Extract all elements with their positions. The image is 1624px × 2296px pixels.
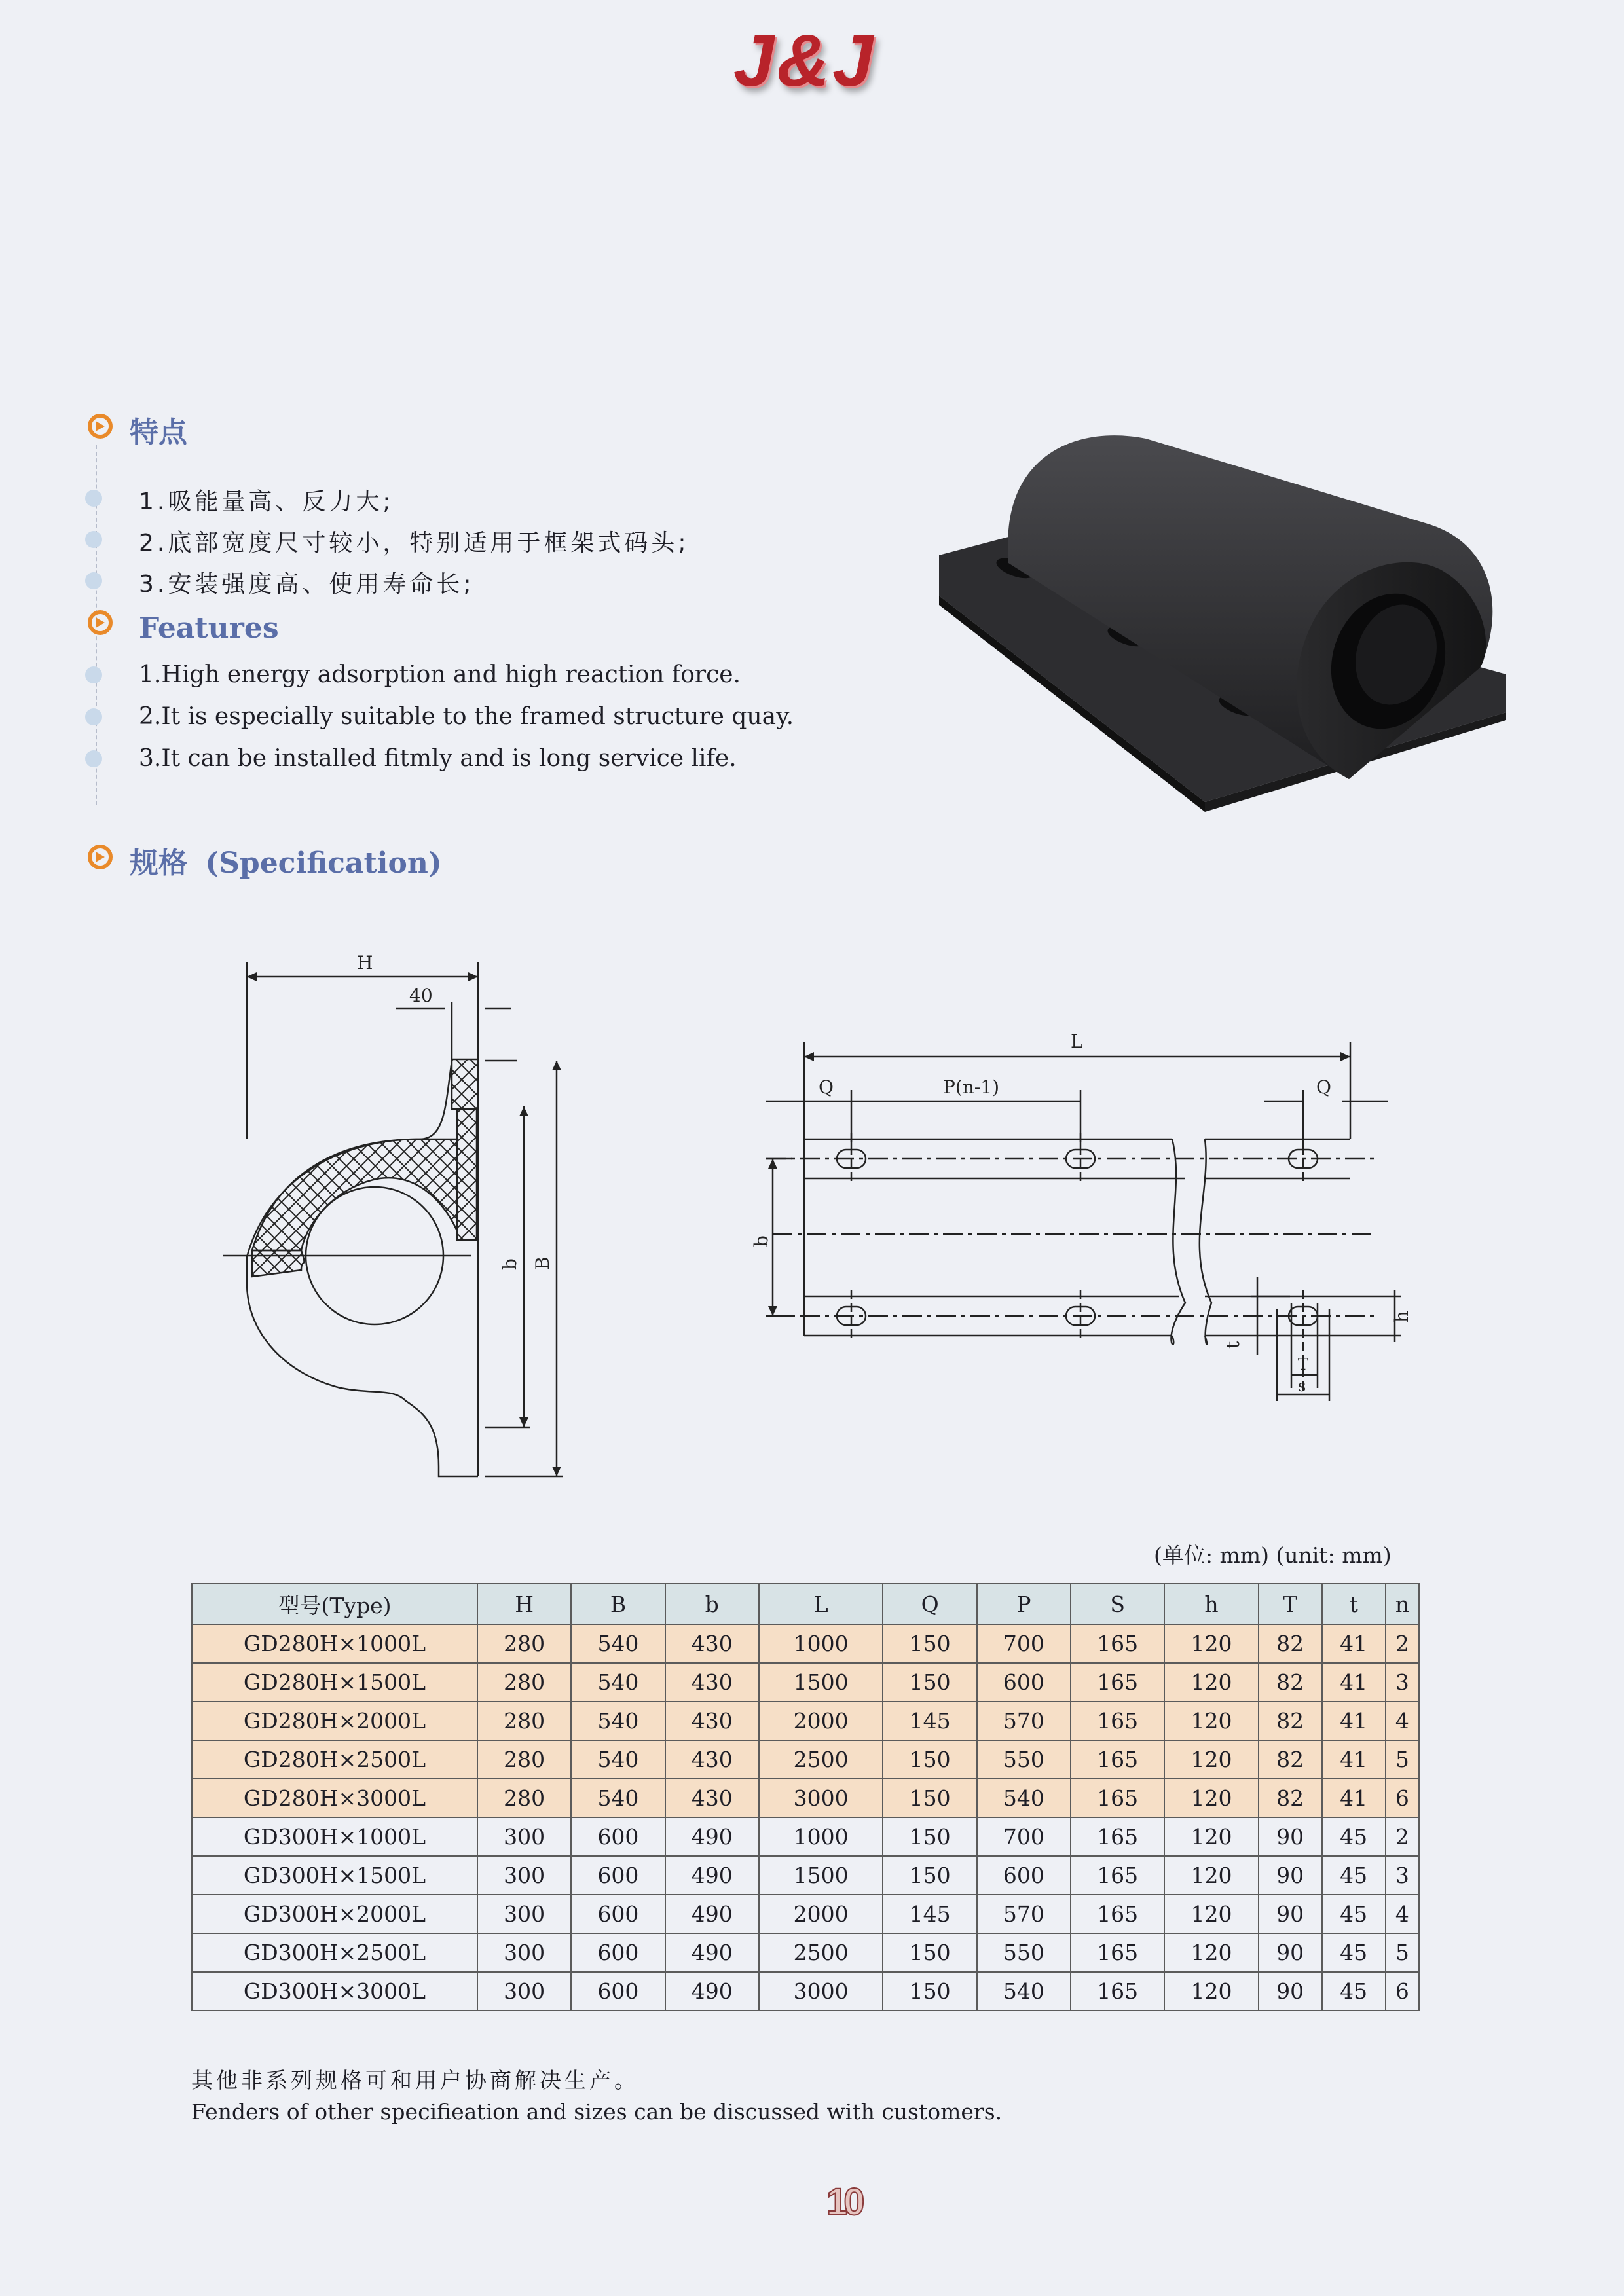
value-cell: 280	[477, 1702, 571, 1740]
type-cell: GD280H×2500L	[192, 1740, 477, 1779]
value-cell: 300	[477, 1933, 571, 1972]
value-cell: 120	[1164, 1972, 1258, 2011]
value-cell: 600	[571, 1972, 665, 2011]
table-row	[192, 1740, 1419, 1779]
value-cell: 550	[977, 1933, 1071, 1972]
value-cell: 1500	[759, 1856, 883, 1895]
value-cell: 3	[1386, 1663, 1419, 1702]
value-cell: 490	[665, 1817, 759, 1856]
footer-note-cn: 其他非系列规格可和用户协商解决生产。	[191, 2068, 639, 2093]
type-cell: GD300H×1500L	[192, 1856, 477, 1895]
value-cell: 4	[1386, 1702, 1419, 1740]
value-cell: 5	[1386, 1740, 1419, 1779]
column-header: P	[977, 1584, 1071, 1624]
value-cell: 41	[1322, 1779, 1386, 1817]
table-header-row	[192, 1584, 1419, 1624]
spec-title	[130, 839, 442, 881]
value-cell: 82	[1259, 1624, 1322, 1663]
value-cell: 90	[1259, 1895, 1322, 1933]
value-cell: 2500	[759, 1740, 883, 1779]
value-cell: 165	[1071, 1817, 1164, 1856]
value-cell: 45	[1322, 1856, 1386, 1895]
value-cell: 540	[571, 1624, 665, 1663]
table-row	[192, 1972, 1419, 2011]
value-cell: 700	[977, 1624, 1071, 1663]
value-cell: 45	[1322, 1895, 1386, 1933]
value-cell: 165	[1071, 1895, 1164, 1933]
feature-cn-item: 1.吸能量高、反力大;	[139, 488, 394, 515]
value-cell: 150	[883, 1972, 976, 2011]
column-header: T	[1259, 1584, 1322, 1624]
type-cell: GD280H×3000L	[192, 1779, 477, 1817]
value-cell: 120	[1164, 1933, 1258, 1972]
value-cell: 1000	[759, 1817, 883, 1856]
features-cn-title: 特点	[130, 416, 187, 449]
value-cell: 430	[665, 1624, 759, 1663]
bullet-dot-icon	[85, 708, 102, 725]
value-cell: 41	[1322, 1663, 1386, 1702]
value-cell: 41	[1322, 1702, 1386, 1740]
value-cell: 3000	[759, 1779, 883, 1817]
page-number: 10	[826, 2181, 861, 2223]
value-cell: 150	[883, 1740, 976, 1779]
value-cell: 90	[1259, 1933, 1322, 1972]
value-cell: 570	[977, 1702, 1071, 1740]
value-cell: 430	[665, 1702, 759, 1740]
table-row	[192, 1933, 1419, 1972]
value-cell: 550	[977, 1740, 1071, 1779]
value-cell: 540	[571, 1779, 665, 1817]
value-cell: 82	[1259, 1779, 1322, 1817]
value-cell: 3000	[759, 1972, 883, 2011]
value-cell: 120	[1164, 1817, 1258, 1856]
value-cell: 165	[1071, 1856, 1164, 1895]
column-header: H	[477, 1584, 571, 1624]
value-cell: 165	[1071, 1779, 1164, 1817]
value-cell: 540	[977, 1972, 1071, 2011]
value-cell: 145	[883, 1895, 976, 1933]
value-cell: 540	[571, 1740, 665, 1779]
value-cell: 150	[883, 1933, 976, 1972]
table-row	[192, 1817, 1419, 1856]
dim-Q-left-label: Q	[819, 1076, 834, 1098]
value-cell: 490	[665, 1972, 759, 2011]
feature-en-item: 1.High energy adsorption and high reaction force.	[139, 661, 741, 688]
table-row	[192, 1702, 1419, 1740]
value-cell: 120	[1164, 1663, 1258, 1702]
value-cell: 490	[665, 1933, 759, 1972]
dim-T-label: T	[1298, 1355, 1309, 1374]
value-cell: 45	[1322, 1972, 1386, 2011]
value-cell: 600	[977, 1663, 1071, 1702]
bullet-dot-icon	[85, 572, 102, 589]
table-row	[192, 1895, 1419, 1933]
column-header: t	[1322, 1584, 1386, 1624]
cross-section-drawing	[210, 943, 576, 1486]
value-cell: 570	[977, 1895, 1071, 1933]
column-header: h	[1164, 1584, 1258, 1624]
value-cell: 150	[883, 1856, 976, 1895]
dim-b-label: b	[499, 1258, 521, 1270]
value-cell: 300	[477, 1817, 571, 1856]
feature-cn-item: 2.底部宽度尺寸较小，特别适用于框架式码头;	[139, 530, 690, 556]
plan-view-drawing	[750, 1028, 1421, 1408]
features-en-title: Features	[139, 611, 279, 645]
value-cell: 90	[1259, 1817, 1322, 1856]
column-header: S	[1071, 1584, 1164, 1624]
dim-L-label: L	[1071, 1030, 1083, 1052]
dim-t-label: t	[1222, 1341, 1244, 1349]
value-cell: 600	[571, 1895, 665, 1933]
value-cell: 540	[571, 1702, 665, 1740]
value-cell: 90	[1259, 1856, 1322, 1895]
value-cell: 600	[571, 1856, 665, 1895]
value-cell: 45	[1322, 1817, 1386, 1856]
column-header: Q	[883, 1584, 976, 1624]
section-arrow-icon	[88, 610, 113, 635]
bullet-dot-icon	[85, 666, 102, 683]
column-header: n	[1386, 1584, 1419, 1624]
dim-b-label: b	[750, 1235, 772, 1247]
value-cell: 1000	[759, 1624, 883, 1663]
value-cell: 2	[1386, 1817, 1419, 1856]
column-header: b	[665, 1584, 759, 1624]
dim-B-label: B	[532, 1256, 553, 1270]
section-arrow-icon	[88, 414, 113, 439]
value-cell: 300	[477, 1895, 571, 1933]
type-cell: GD300H×3000L	[192, 1972, 477, 2011]
product-fender-image	[930, 412, 1519, 818]
value-cell: 2	[1386, 1624, 1419, 1663]
value-cell: 165	[1071, 1972, 1164, 2011]
value-cell: 280	[477, 1740, 571, 1779]
spec-table	[191, 1583, 1420, 2011]
value-cell: 165	[1071, 1702, 1164, 1740]
value-cell: 6	[1386, 1972, 1419, 2011]
dim-s-label: s	[1298, 1377, 1306, 1395]
bullet-dot-icon	[85, 490, 102, 507]
table-row	[192, 1856, 1419, 1895]
type-cell: GD280H×1000L	[192, 1624, 477, 1663]
type-cell: GD280H×2000L	[192, 1702, 477, 1740]
value-cell: 4	[1386, 1895, 1419, 1933]
dim-40-label: 40	[409, 985, 433, 1006]
spec-title-en: (Specification)	[205, 847, 442, 880]
value-cell: 145	[883, 1702, 976, 1740]
brand-logo: J&J	[733, 20, 876, 101]
feature-cn-item: 3.安装强度高、使用寿命长;	[139, 571, 475, 598]
type-cell: GD300H×2000L	[192, 1895, 477, 1933]
type-cell: GD300H×1000L	[192, 1817, 477, 1856]
column-header: L	[759, 1584, 883, 1624]
value-cell: 82	[1259, 1702, 1322, 1740]
value-cell: 600	[977, 1856, 1071, 1895]
bullet-dot-icon	[85, 750, 102, 767]
value-cell: 45	[1322, 1933, 1386, 1972]
value-cell: 165	[1071, 1933, 1164, 1972]
dim-H-label: H	[357, 952, 373, 974]
value-cell: 3	[1386, 1856, 1419, 1895]
type-cell: GD280H×1500L	[192, 1663, 477, 1702]
value-cell: 280	[477, 1779, 571, 1817]
feature-en-item: 2.It is especially suitable to the framed structure quay.	[139, 703, 794, 730]
value-cell: 700	[977, 1817, 1071, 1856]
table-row	[192, 1663, 1419, 1702]
table-row	[192, 1624, 1419, 1663]
value-cell: 430	[665, 1779, 759, 1817]
value-cell: 280	[477, 1663, 571, 1702]
dim-h-label: h	[1391, 1310, 1412, 1322]
value-cell: 600	[571, 1933, 665, 1972]
value-cell: 41	[1322, 1740, 1386, 1779]
value-cell: 6	[1386, 1779, 1419, 1817]
value-cell: 150	[883, 1624, 976, 1663]
value-cell: 1500	[759, 1663, 883, 1702]
value-cell: 300	[477, 1972, 571, 2011]
value-cell: 490	[665, 1856, 759, 1895]
dim-Q-right-label: Q	[1316, 1076, 1331, 1098]
value-cell: 41	[1322, 1624, 1386, 1663]
table-row	[192, 1779, 1419, 1817]
column-header: B	[571, 1584, 665, 1624]
footer-note-en: Fenders of other specifieation and sizes can be discussed with customers.	[191, 2099, 1003, 2124]
dim-P-label: P(n-1)	[943, 1076, 999, 1098]
value-cell: 120	[1164, 1779, 1258, 1817]
value-cell: 2000	[759, 1895, 883, 1933]
column-header-type: 型号(Type)	[192, 1584, 477, 1624]
value-cell: 120	[1164, 1702, 1258, 1740]
unit-note: (单位: mm) (unit: mm)	[1154, 1542, 1392, 1568]
value-cell: 300	[477, 1856, 571, 1895]
value-cell: 120	[1164, 1740, 1258, 1779]
value-cell: 150	[883, 1817, 976, 1856]
value-cell: 120	[1164, 1895, 1258, 1933]
value-cell: 165	[1071, 1624, 1164, 1663]
bullet-dot-icon	[85, 531, 102, 548]
value-cell: 120	[1164, 1856, 1258, 1895]
value-cell: 165	[1071, 1740, 1164, 1779]
value-cell: 2000	[759, 1702, 883, 1740]
value-cell: 90	[1259, 1972, 1322, 2011]
feature-en-item: 3.It can be installed fitmly and is long service life.	[139, 745, 737, 772]
value-cell: 540	[571, 1663, 665, 1702]
type-cell: GD300H×2500L	[192, 1933, 477, 1972]
value-cell: 82	[1259, 1663, 1322, 1702]
value-cell: 5	[1386, 1933, 1419, 1972]
value-cell: 82	[1259, 1740, 1322, 1779]
spec-title-cn: 规格	[130, 847, 187, 880]
value-cell: 2500	[759, 1933, 883, 1972]
value-cell: 120	[1164, 1624, 1258, 1663]
value-cell: 280	[477, 1624, 571, 1663]
value-cell: 150	[883, 1663, 976, 1702]
value-cell: 165	[1071, 1663, 1164, 1702]
value-cell: 150	[883, 1779, 976, 1817]
value-cell: 430	[665, 1740, 759, 1779]
section-arrow-icon	[88, 845, 113, 869]
value-cell: 430	[665, 1663, 759, 1702]
value-cell: 600	[571, 1817, 665, 1856]
value-cell: 540	[977, 1779, 1071, 1817]
value-cell: 490	[665, 1895, 759, 1933]
